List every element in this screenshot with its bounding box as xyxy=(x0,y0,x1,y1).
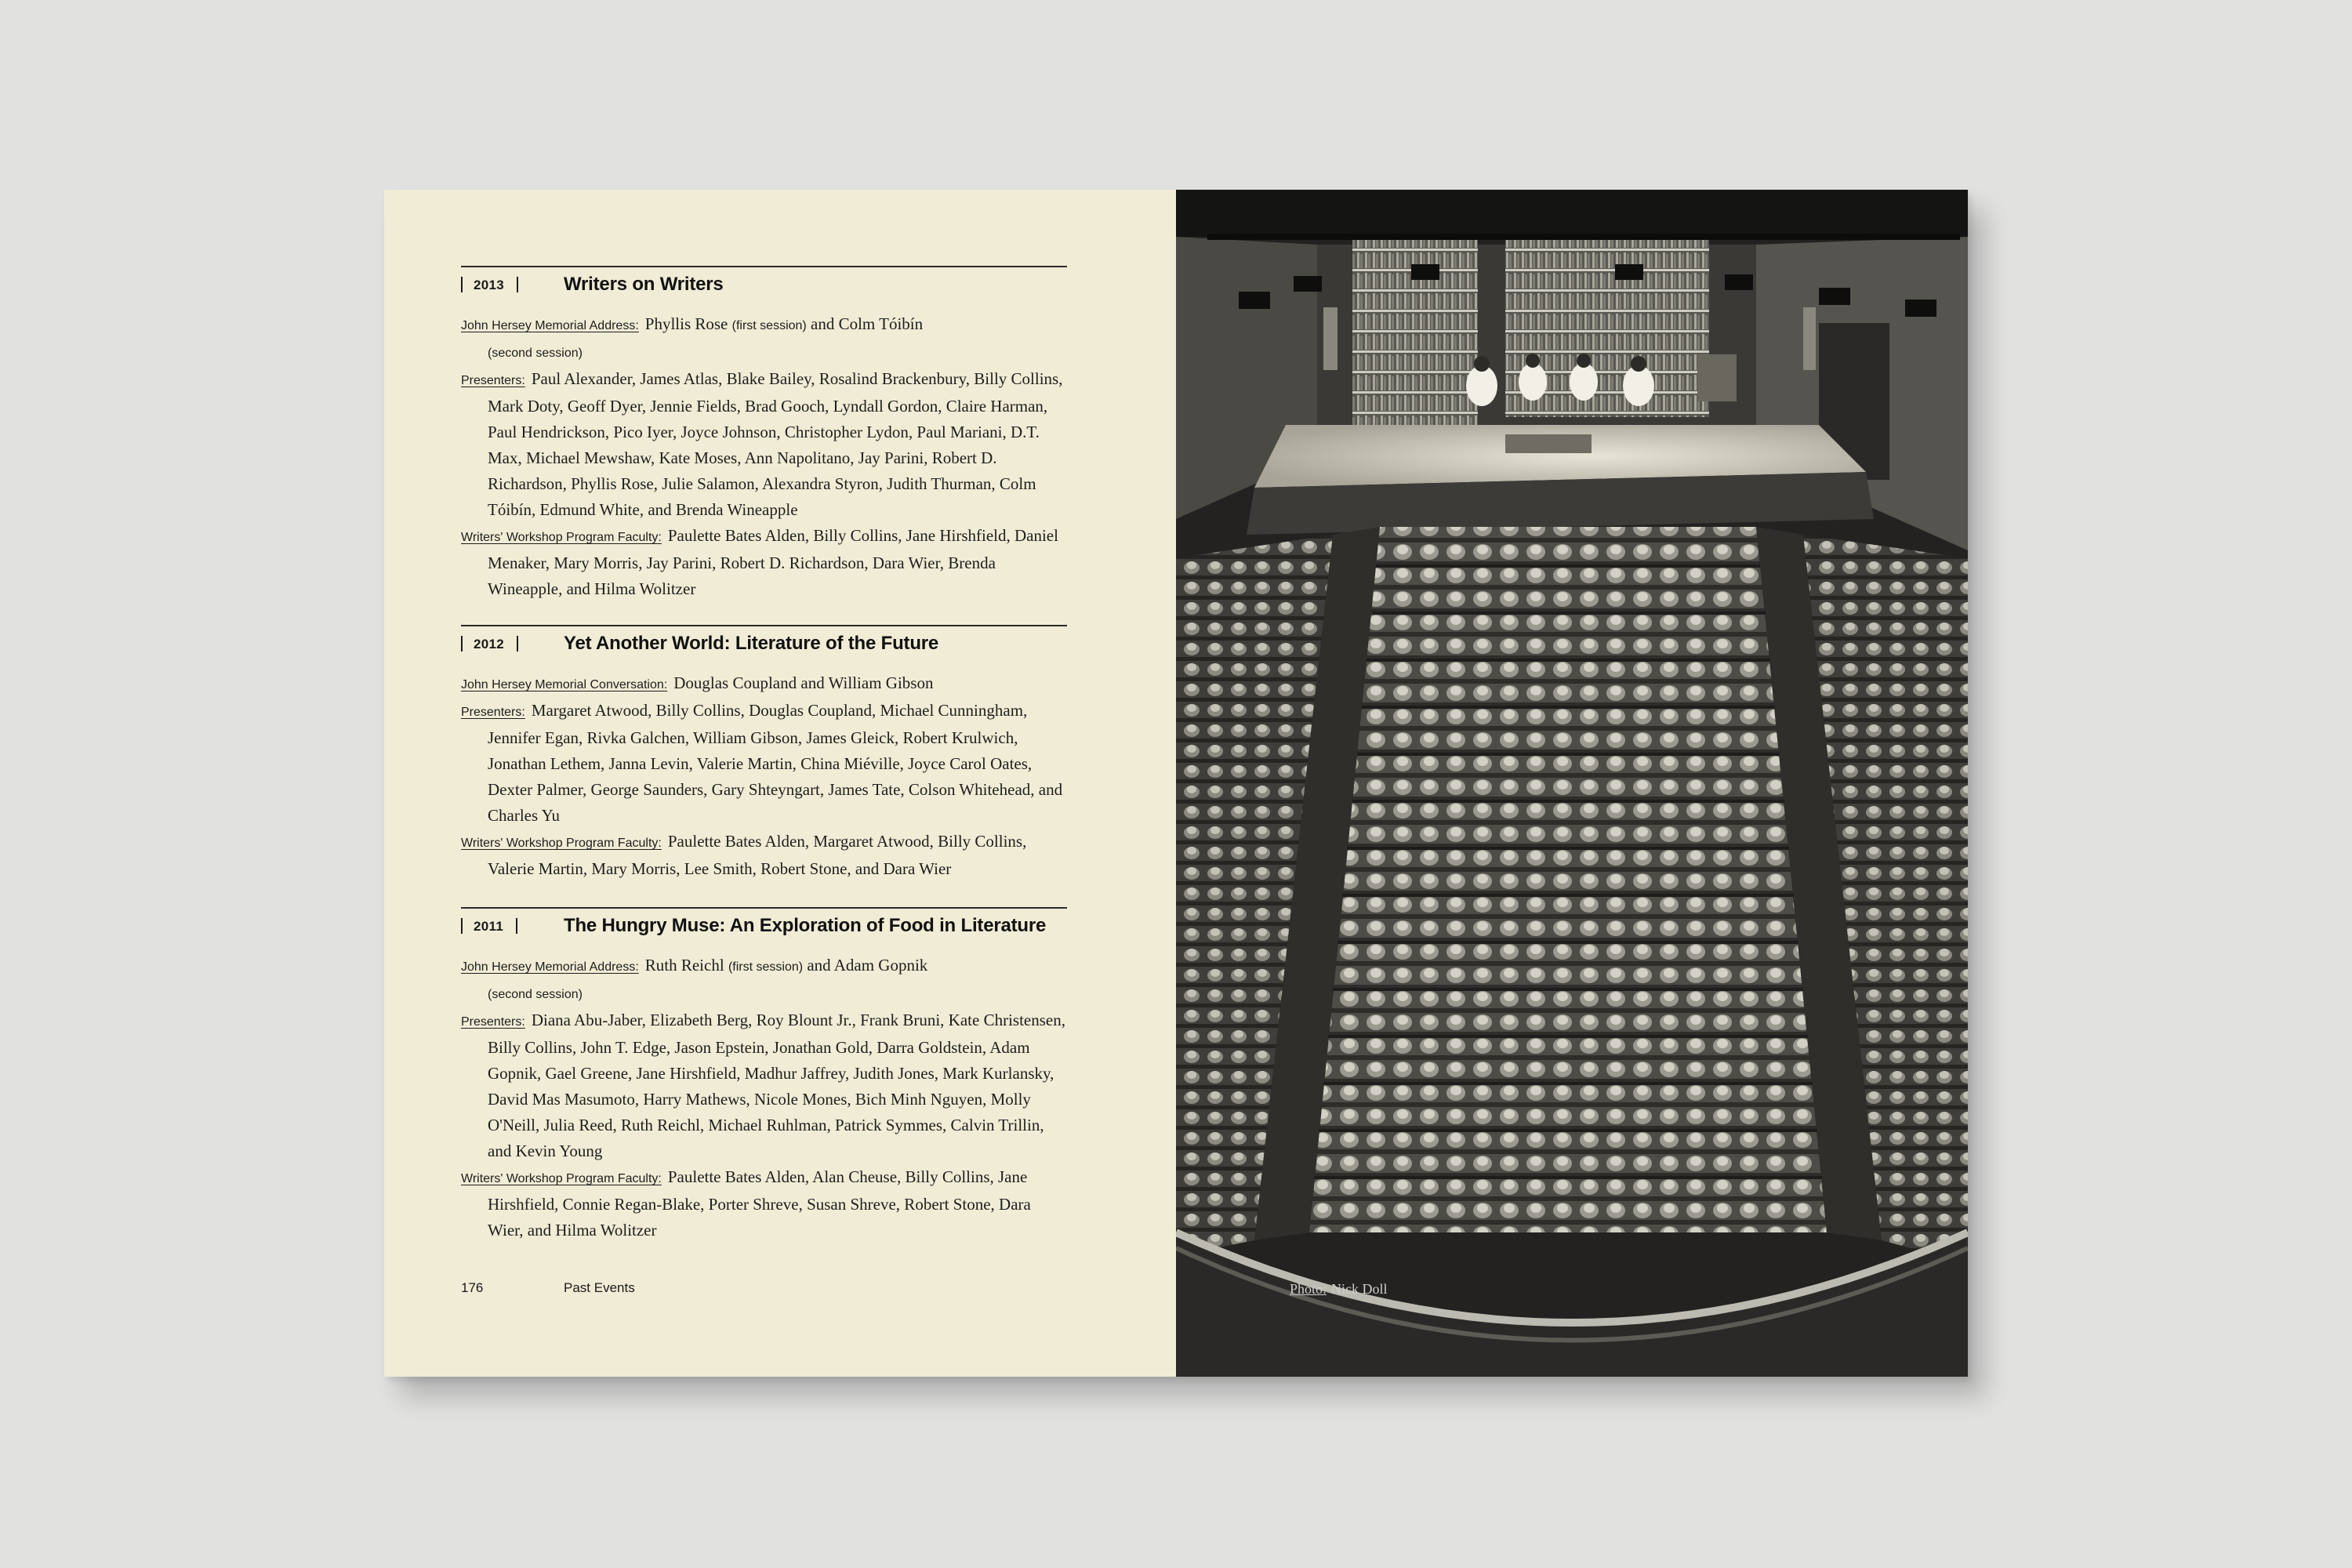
section-title: The Hungry Muse: An Exploration of Food in Literature xyxy=(564,915,1047,936)
memorial-address-entry: John Hersey Memorial Address: Phyllis Rose (first session) and Colm Tóibín (second session) xyxy=(461,314,924,360)
entry-label: Writers' Workshop Program Faculty: xyxy=(461,837,662,850)
presenters-entry: Presenters: Paul Alexander, James Atlas, Blake Bailey, Rosalind Brackenbury, Billy Collins, Mark Doty, Geoff Dyer, Jennie Fields, Brad Gooch, Lyndall Gordon, Claire Harman, Paul Hendrickson, Pico Iyer, Joyce Johnson, Christopher Lydon, Paul Mariani, D.T. Max, Michael Mewshaw, Kate Moses, Ann Napolitano, Jay Parini, Robert D. Richardson, Phyllis Rose, Julie Salamon, Alexandra Styron, Judith Thurman, Colm Tóibín, Edmund White, and Brenda Wineapple xyxy=(461,369,1063,519)
section-header xyxy=(461,626,1067,670)
entry-label: Writers' Workshop Program Faculty: xyxy=(461,1172,662,1185)
workshop-faculty-entry: Writers' Workshop Program Faculty: Paulette Bates Alden, Billy Collins, Jane Hirshfield, Daniel Menaker, Mary Morris, Jay Parini, Robert D. Richardson, Dara Wier, Brenda Wineapple, and Hilma Wolitzer xyxy=(461,526,1058,598)
memorial-conversation-entry: John Hersey Memorial Conversation: Douglas Coupland and William Gibson xyxy=(461,673,934,692)
year-label: 2012 xyxy=(461,636,518,652)
running-footer-section: Past Events xyxy=(564,1280,635,1295)
right-page-photo xyxy=(1176,190,1968,1377)
event-section-2011 xyxy=(461,907,1067,1243)
entry-label: Presenters: xyxy=(461,706,525,719)
page-number: 176 xyxy=(461,1280,484,1295)
presenters-entry: Presenters: Margaret Atwood, Billy Collins, Douglas Coupland, Michael Cunningham, Jennifer Egan, Rivka Galchen, William Gibson, James Gleick, Robert Krulwich, Jonathan Lethem, Janna Levin, Valerie Martin, China Miéville, Joyce Carol Oates, Dexter Palmer, George Saunders, Gary Shteyngart, James Tate, Colson Whitehead, and Charles Yu xyxy=(461,701,1063,825)
event-section-2013 xyxy=(461,266,1067,602)
entry-label: John Hersey Memorial Address: xyxy=(461,319,639,332)
entry-label: Presenters: xyxy=(461,374,525,387)
entry-label: John Hersey Memorial Conversation: xyxy=(461,678,668,691)
photo-credit-name: Nick Doll xyxy=(1331,1281,1388,1297)
section-header xyxy=(461,909,1067,953)
memorial-address-entry: John Hersey Memorial Address: Ruth Reichl (first session) and Adam Gopnik (second session) xyxy=(461,956,928,1001)
section-title: Writers on Writers xyxy=(564,274,724,295)
presenters-entry: Presenters: Diana Abu-Jaber, Elizabeth Berg, Roy Blount Jr., Frank Bruni, Kate Christensen, Billy Collins, John T. Edge, Jason Epstein, Jonathan Gold, Darra Goldstein, Adam Gopnik, Gael Greene, Jane Hirshfield, Madhur Jaffrey, Judith Jones, Mark Kurlansky, David Mas Masumoto, Harry Mathews, Nicole Mones, Bich Minh Nguyen, Molly O'Neill, Julia Reed, Ruth Reichl, Michael Ruhlman, Patrick Symmes, Calvin Trillin, and Kevin Young xyxy=(461,1011,1065,1160)
section-header xyxy=(461,267,1067,311)
section-title: Yet Another World: Literature of the Future xyxy=(564,633,939,654)
year-label: 2013 xyxy=(461,277,518,293)
photo-credit-label: Photo: xyxy=(1290,1281,1327,1297)
workshop-faculty-entry: Writers' Workshop Program Faculty: Paulette Bates Alden, Margaret Atwood, Billy Collins, Valerie Martin, Mary Morris, Lee Smith, Robert Stone, and Dara Wier xyxy=(461,832,1027,878)
event-section-2012 xyxy=(461,625,1067,882)
workshop-faculty-entry: Writers' Workshop Program Faculty: Paulette Bates Alden, Alan Cheuse, Billy Collins, Jane Hirshfield, Connie Regan-Blake, Porter Shreve, Susan Shreve, Robert Stone, Dara Wier, and Hilma Wolitzer xyxy=(461,1167,1031,1240)
photo-credit xyxy=(1290,1281,1388,1298)
auditorium-photo xyxy=(1176,190,1968,1377)
book-spread xyxy=(384,190,1968,1377)
entry-label: Presenters: xyxy=(461,1015,525,1029)
year-label: 2011 xyxy=(461,918,517,935)
entry-label: Writers' Workshop Program Faculty: xyxy=(461,531,662,544)
left-page xyxy=(384,190,1176,1377)
entry-label: John Hersey Memorial Address: xyxy=(461,960,639,974)
